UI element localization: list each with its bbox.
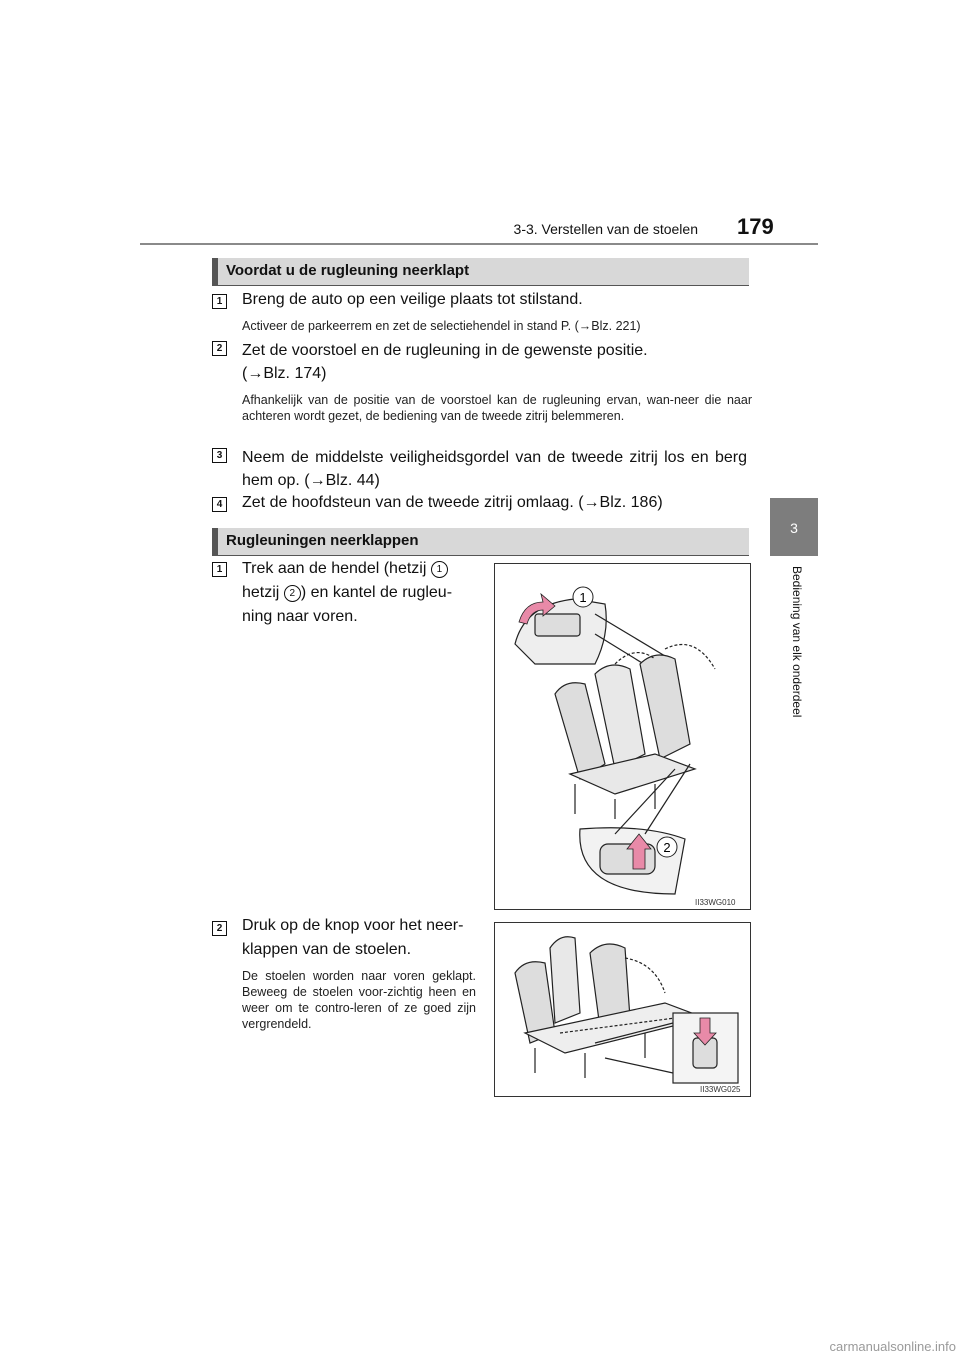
step-number-box: 3 xyxy=(212,448,227,463)
step-note: Activeer de parkeerrem en zet de selectiehendel in stand P. (→Blz. 221) xyxy=(242,319,641,333)
section-heading-voordat xyxy=(212,258,749,286)
chapter-tab-number: 3 xyxy=(790,520,798,536)
section-heading-bar xyxy=(212,258,218,285)
chapter-tab-label: Bediening van elk onderdeel xyxy=(790,566,804,718)
step-text xyxy=(242,557,478,629)
seat-fold-illustration xyxy=(495,923,750,1096)
figure-code: II33WG025 xyxy=(700,1085,741,1094)
watermark: carmanualsonline.info xyxy=(829,1339,956,1354)
step-text: Zet de hoofdsteun van de tweede zitrij omlaag. (→Blz. 186) xyxy=(242,494,663,511)
step-number-box: 2 xyxy=(212,921,227,936)
section-heading-bar xyxy=(212,528,218,555)
figure-callout-2: 2 xyxy=(663,840,671,855)
step-text: Zet de voorstoel en de rugleuning in de gewenste positie. (→Blz. 174) xyxy=(242,342,648,382)
figure-callout-1: 1 xyxy=(579,590,587,605)
step-note: Afhankelijk van de positie van de voorstoel kan de rugleuning ervan, wan-neer die naar achteren wordt gezet, de bediening van de tweede zitrij belemmeren. xyxy=(242,393,752,423)
section-heading-neerklappen xyxy=(212,528,749,556)
figure-seat-lever xyxy=(494,563,751,910)
step-number-box: 2 xyxy=(212,341,227,356)
step-text-part: Trek aan de hendel (hetzij xyxy=(242,560,427,577)
callout-marker: 1 xyxy=(431,561,448,578)
step-number-box: 1 xyxy=(212,294,227,309)
page-number: 179 xyxy=(737,214,774,239)
step-note: De stoelen worden naar voren geklapt. Beweeg de stoelen voor-zichtig heen en weer om te contro-leren of ze goed zijn vergrendeld. xyxy=(242,969,476,1031)
step-number-box: 4 xyxy=(212,497,227,512)
header-rule xyxy=(140,243,818,245)
seat-lever-illustration xyxy=(495,564,750,909)
figure-seat-fold-button xyxy=(494,922,751,1097)
step-number-box: 1 xyxy=(212,562,227,577)
figure-code: II33WG010 xyxy=(695,898,736,907)
callout-marker: 2 xyxy=(284,585,301,602)
running-header-section: 3-3. Verstellen van de stoelen xyxy=(513,221,698,237)
section-heading-text: Rugleuningen neerklappen xyxy=(226,532,419,549)
step-text: Neem de middelste veiligheidsgordel van de tweede zitrij los en berg hem op. (→Blz. 44) xyxy=(242,449,747,489)
step-text: Breng de auto op een veilige plaats tot stilstand. xyxy=(242,291,583,308)
step-text-part: ) en kantel de rugleu-ning naar voren. xyxy=(242,584,453,625)
step-text: Druk op de knop voor het neer-klappen van de stoelen. xyxy=(242,917,464,958)
step-text-part: hetzij xyxy=(242,584,280,601)
section-heading-text: Voordat u de rugleuning neerklapt xyxy=(226,262,470,279)
